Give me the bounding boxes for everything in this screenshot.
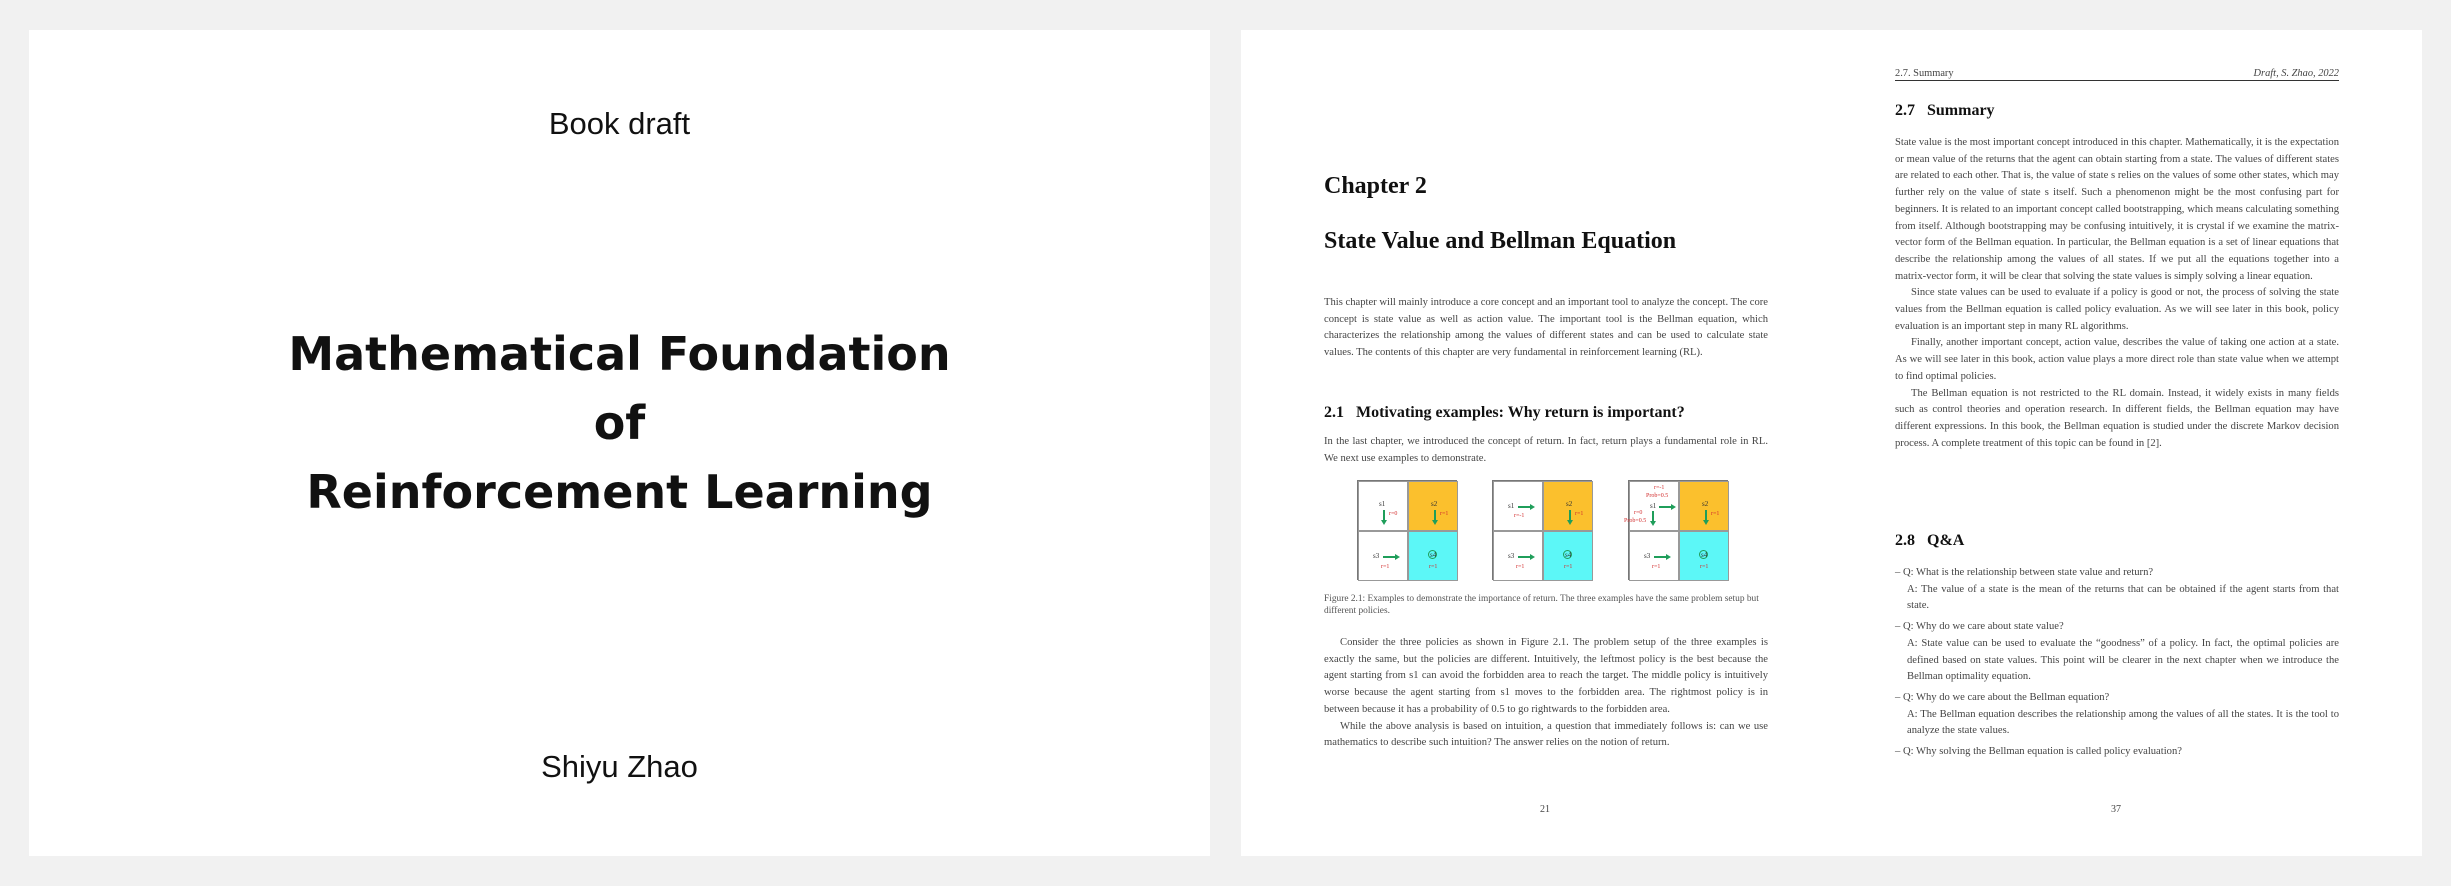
section-title: Summary bbox=[1927, 102, 1995, 119]
figure-caption: Figure 2.1: Examples to demonstrate the importance of return. The three examples have the same problem setup but different policies. bbox=[1324, 594, 1759, 616]
grid-world-left bbox=[1357, 480, 1457, 580]
body-paragraph: While the above analysis is based on intuition, a question that immediately follows is: can we use mathematics to describe such intuition? The answer relies on the notion of return. bbox=[1324, 720, 1768, 749]
qa-answer: A: The Bellman equation describes the relationship among the values of all the states. It is the tool to analyze the state values. bbox=[1907, 708, 2339, 737]
book-spread-page bbox=[1241, 30, 2422, 856]
cell-s1: s1 r=-1 bbox=[1493, 481, 1543, 531]
section-body bbox=[1324, 635, 1768, 752]
qa-list bbox=[1895, 565, 2339, 761]
running-head bbox=[1895, 68, 2339, 81]
section-intro: In the last chapter, we introduced the concept of return. In fact, return plays a fundamental role in RL. We next use examples to demonstrate. bbox=[1324, 436, 1768, 464]
qa-answer: A: State value can be used to evaluate the “goodness” of a policy. In fact, the optimal policies are defined based on state values. This point will be clearer in the next chapter when we introduce the Bellman optimality equation. bbox=[1907, 637, 2339, 683]
cell-s4-target: s4 r=1 bbox=[1679, 531, 1729, 581]
arrow-right-icon bbox=[1654, 556, 1668, 558]
chapter-title: State Value and Bellman Equation bbox=[1324, 228, 1677, 254]
body-paragraph: Consider the three policies as shown in Figure 2.1. The problem setup of the three examples is exactly the same, but the policies are different. Intuitively, the leftmost policy is the best because the agent starting from s1 can avoid the forbidden area to reach the target. The middle policy is intuitively worse because the agent starting from s1 moves to the forbidden area. The rightmost policy is in between because it has a probability of 0.5 to go rightwards to the forbidden area. bbox=[1324, 637, 1768, 715]
arrow-down-icon bbox=[1383, 510, 1385, 522]
cell-s3: s3 r=1 bbox=[1358, 531, 1408, 581]
book-title-line-1: Mathematical Foundation bbox=[288, 327, 951, 381]
summary-paragraph: The Bellman equation is not restricted to the RL domain. Instead, it widely exists in many fields such as control theories and operation research. In different fields, the Bellman equation may have different expressions. In this book, the Bellman equation is studied under the discrete Markov decision process. A complete treatment of this topic can be found in [2]. bbox=[1895, 387, 2339, 449]
cell-s3: s3 r=1 bbox=[1493, 531, 1543, 581]
summary-text bbox=[1895, 135, 2339, 452]
page-37 bbox=[1895, 30, 2339, 856]
summary-paragraph: State value is the most important concept introduced in this chapter. Mathematically, it is the expectation or mean value of the returns that the agent can obtain starting from a state. The values of different states are related to each other. That is, the value of state s relies on the values of some other states, which may further rely on the value of state s itself. Such a phenomenon might be the most confusing part for beginners. It is related to an important concept called bootstrapping, which means calculating something from itself. Although bootstrapping may be confusing intuitively, it is crystal if we examine the matrix-vector form of the Bellman equation. In particular, the Bellman equation is a set of linear equations that describe the relationship among the values of all states. If we put all the equations together into a matrix-vector form, it will be clear that solving the state values is simply solving a linear equation. bbox=[1895, 137, 2339, 282]
author-name: Shiyu Zhao bbox=[541, 749, 698, 784]
arrow-right-icon bbox=[1518, 506, 1532, 508]
cell-s1: r=-1 Prob=0.5 s1 r=0 Prob=0.5 bbox=[1629, 481, 1679, 531]
book-draft-label: Book draft bbox=[548, 106, 691, 141]
arrow-down-icon bbox=[1434, 510, 1436, 522]
qa-question: – Q: Why do we care about the Bellman equation? bbox=[1895, 691, 2110, 703]
arrow-down-icon bbox=[1569, 510, 1571, 522]
cell-s4-target: s4 r=1 bbox=[1408, 531, 1458, 581]
section-number: 2.7 bbox=[1895, 102, 1915, 119]
cell-s1: s1 r=0 bbox=[1358, 481, 1408, 531]
cover-page bbox=[29, 30, 1210, 856]
arrow-right-icon bbox=[1659, 506, 1673, 508]
grid-world-right bbox=[1624, 480, 1728, 580]
page-21 bbox=[1324, 30, 1768, 856]
running-head-author: Draft, S. Zhao, 2022 bbox=[2253, 68, 2339, 79]
section-2-1-heading bbox=[1324, 404, 1685, 422]
book-title-line-2: of bbox=[593, 396, 646, 450]
cell-s2-forbidden: s2 r=1 bbox=[1408, 481, 1458, 531]
chapter-intro: This chapter will mainly introduce a core concept and an important tool to analyze the concept. The core concept is state value as well as action value. The important tool is the Bellman equation, which characterizes the relationship among the values of different states and can be used to calculate state values. The contents of this chapter are very fundamental in reinforcement learning (RL). bbox=[1324, 297, 1768, 359]
page-number: 21 bbox=[1540, 804, 1550, 815]
page-number: 37 bbox=[2111, 804, 2121, 815]
arrow-down-icon bbox=[1705, 510, 1707, 522]
qa-question: – Q: Why do we care about state value? bbox=[1895, 621, 2064, 633]
cell-s2-forbidden: s2 r=1 bbox=[1679, 481, 1729, 531]
summary-paragraph: Finally, another important concept, action value, describes the value of taking one action at a state. As we will see later in this book, action value plays a more direct role than state value when we attempt to find optimal policies. bbox=[1895, 337, 2339, 382]
arrow-right-icon bbox=[1518, 556, 1532, 558]
section-title: Motivating examples: Why return is important? bbox=[1356, 404, 1685, 421]
cell-s2-forbidden: s2 r=1 bbox=[1543, 481, 1593, 531]
chapter-number: Chapter 2 bbox=[1324, 173, 1427, 199]
section-2-7-heading bbox=[1895, 102, 1995, 120]
section-number: 2.8 bbox=[1895, 532, 1915, 549]
arrow-right-icon bbox=[1383, 556, 1397, 558]
grid-world-middle bbox=[1492, 480, 1592, 580]
book-title bbox=[29, 320, 1210, 527]
arrow-down-icon bbox=[1652, 511, 1654, 523]
section-number: 2.1 bbox=[1324, 404, 1344, 421]
book-title-line-3: Reinforcement Learning bbox=[306, 465, 933, 519]
qa-question: – Q: What is the relationship between state value and return? bbox=[1895, 567, 2154, 578]
running-head-section: 2.7. Summary bbox=[1895, 68, 1954, 79]
cell-s4-target: s4 r=1 bbox=[1543, 531, 1593, 581]
qa-answer: A: The value of a state is the mean of the returns that can be obtained if the agent starts from that state. bbox=[1907, 583, 2339, 612]
qa-question: – Q: Why solving the Bellman equation is called policy evaluation? bbox=[1895, 746, 2182, 758]
section-2-8-heading bbox=[1895, 532, 1964, 550]
summary-paragraph: Since state values can be used to evaluate if a policy is good or not, the process of solving the state values from the Bellman equation is called policy evaluation. As we will see later in this book, policy evaluation is an important step in many RL algorithms. bbox=[1895, 287, 2339, 332]
cell-s3: s3 r=1 bbox=[1629, 531, 1679, 581]
section-title: Q&A bbox=[1927, 532, 1965, 549]
